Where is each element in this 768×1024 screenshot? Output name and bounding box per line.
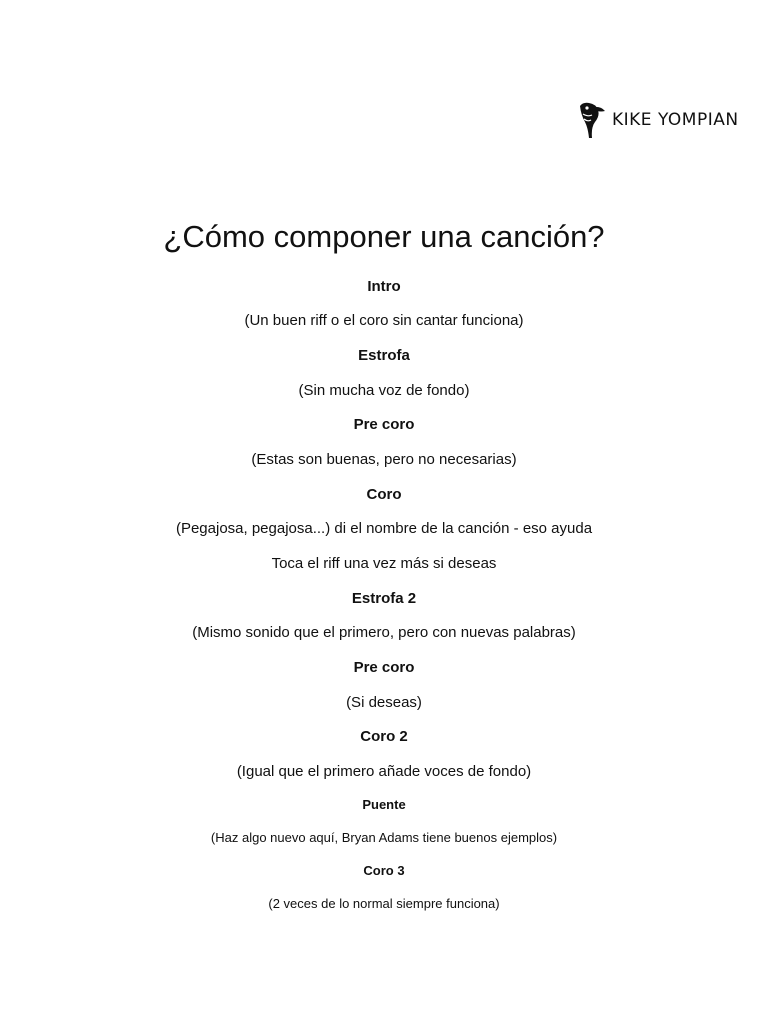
brand-name: KIKE YOMPIAN bbox=[612, 110, 739, 130]
section-text-pre-coro: (Estas son buenas, pero no necesarias) bbox=[251, 451, 517, 468]
section-heading-pre-coro-2: Pre coro bbox=[353, 659, 415, 676]
brand-logo bbox=[577, 100, 739, 140]
section-heading-intro: Intro bbox=[367, 278, 401, 295]
page-title: ¿Cómo componer una canción? bbox=[163, 219, 605, 254]
section-heading-pre-coro: Pre coro bbox=[353, 416, 415, 433]
section-heading-estrofa: Estrofa bbox=[358, 347, 410, 364]
section-heading-coro: Coro bbox=[366, 486, 402, 503]
section-heading-coro-3: Coro 3 bbox=[363, 863, 405, 878]
section-text-coro-riff: Toca el riff una vez más si deseas bbox=[271, 555, 497, 572]
section-text-estrofa: (Sin mucha voz de fondo) bbox=[298, 382, 470, 399]
section-heading-coro-2: Coro 2 bbox=[360, 728, 408, 745]
section-text-coro-3: (2 veces de lo normal siempre funciona) bbox=[268, 896, 500, 911]
section-text-pre-coro-2: (Si deseas) bbox=[346, 694, 422, 711]
section-text-coro: (Pegajosa, pegajosa...) di el nombre de la canción - eso ayuda bbox=[175, 520, 593, 537]
section-text-puente: (Haz algo nuevo aquí, Bryan Adams tiene buenos ejemplos) bbox=[210, 830, 558, 845]
section-heading-estrofa-2: Estrofa 2 bbox=[351, 590, 417, 607]
section-text-intro: (Un buen riff o el coro sin cantar funciona) bbox=[244, 312, 524, 329]
section-text-estrofa-2: (Mismo sonido que el primero, pero con nuevas palabras) bbox=[192, 624, 576, 641]
bird-head-icon bbox=[577, 100, 607, 140]
section-text-coro-2: (Igual que el primero añade voces de fondo) bbox=[236, 763, 532, 780]
section-heading-puente: Puente bbox=[362, 797, 406, 812]
